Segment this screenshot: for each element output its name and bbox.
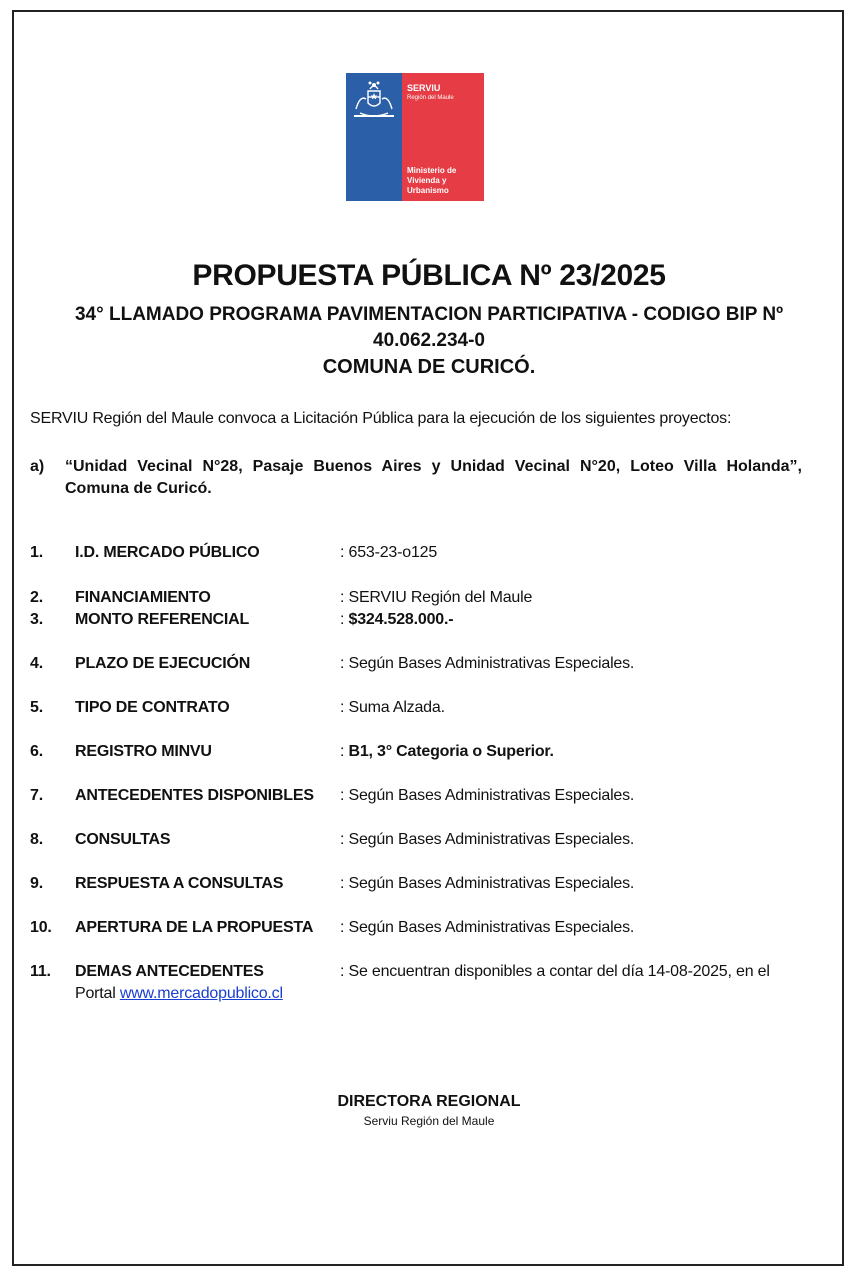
item-number: 2. <box>30 589 43 606</box>
document-subtitle <box>30 302 828 380</box>
item-label: I.D. MERCADO PÚBLICO <box>75 544 260 561</box>
item-number: 7. <box>30 787 43 804</box>
logo-ministry: Ministerio de Vivienda y Urbanismo <box>407 166 457 195</box>
item-label: FINANCIAMIENTO <box>75 589 211 606</box>
item-number: 9. <box>30 875 43 892</box>
item-value: : Según Bases Administrativas Especiales. <box>340 919 635 936</box>
logo-red-panel <box>402 73 484 201</box>
item-value: : Se encuentran disponibles a contar del día 14-08-2025, en el <box>340 963 770 980</box>
item-value-prefix: : <box>340 743 349 760</box>
signature-title: DIRECTORA REGIONAL <box>337 1093 521 1110</box>
logo-blue-panel <box>346 73 402 201</box>
project-label: a) <box>30 458 45 475</box>
item-value: : Suma Alzada. <box>340 699 445 716</box>
item-value: : Según Bases Administrativas Especiales. <box>340 787 635 804</box>
item-value <box>340 743 554 761</box>
logo-org: SERVIU <box>407 83 441 93</box>
item-label: DEMAS ANTECEDENTES <box>75 963 264 980</box>
project-item <box>30 456 802 500</box>
item-label: MONTO REFERENCIAL <box>75 611 250 628</box>
item-number: 10. <box>30 919 52 936</box>
item-label: REGISTRO MINVU <box>75 743 212 760</box>
item-label: APERTURA DE LA PROPUESTA <box>75 919 314 936</box>
item-continuation <box>75 985 283 1003</box>
item-value: : Según Bases Administrativas Especiales. <box>340 655 635 672</box>
item-value <box>340 611 453 629</box>
item-number: 5. <box>30 699 43 716</box>
item-number: 1. <box>30 544 43 561</box>
item-number: 3. <box>30 611 43 628</box>
item-value-amount: $324.528.000.- <box>348 611 454 628</box>
intro-text: SERVIU Región del Maule convoca a Licitación Pública para la ejecución de los siguientes proyectos: <box>30 410 732 427</box>
item-label: PLAZO DE EJECUCIÓN <box>75 655 251 672</box>
logo-region: Región del Maule <box>407 95 454 101</box>
mercadopublico-link[interactable]: www.mercadopublico.cl <box>119 985 283 1002</box>
item-number: 4. <box>30 655 43 672</box>
item-value: : Según Bases Administrativas Especiales. <box>340 831 635 848</box>
project-text: “Unidad Vecinal N°28, Pasaje Buenos Aires y Unidad Vecinal N°20, Loteo Villa Holanda”, Comuna de Curicó. <box>65 458 802 497</box>
item-label: ANTECEDENTES DISPONIBLES <box>75 787 314 804</box>
subtitle-line-3: COMUNA DE CURICÓ. <box>322 356 536 378</box>
document-title: PROPUESTA PÚBLICA Nº 23/2025 <box>192 259 666 292</box>
item-label: CONSULTAS <box>75 831 171 848</box>
item-number: 8. <box>30 831 43 848</box>
coat-of-arms-icon <box>350 79 398 121</box>
subtitle-line-2: 40.062.234-0 <box>373 330 485 351</box>
item-label: TIPO DE CONTRATO <box>75 699 230 716</box>
item-label: RESPUESTA A CONSULTAS <box>75 875 284 892</box>
item-number: 6. <box>30 743 43 760</box>
item-value: : Según Bases Administrativas Especiales. <box>340 875 635 892</box>
serviu-logo <box>346 73 484 201</box>
signature-block <box>0 1093 858 1128</box>
item-value: : 653-23-o125 <box>340 544 438 561</box>
portal-label: Portal <box>75 985 120 1002</box>
signature-org: Serviu Región del Maule <box>363 1114 495 1128</box>
item-value-category: B1, 3° Categoria o Superior. <box>348 743 554 760</box>
subtitle-line-1: 34° LLAMADO PROGRAMA PAVIMENTACION PARTICIPATIVA - CODIGO BIP Nº <box>74 304 784 325</box>
item-value: : SERVIU Región del Maule <box>340 589 533 606</box>
item-value-prefix: : <box>340 611 349 628</box>
item-number: 11. <box>30 963 51 980</box>
